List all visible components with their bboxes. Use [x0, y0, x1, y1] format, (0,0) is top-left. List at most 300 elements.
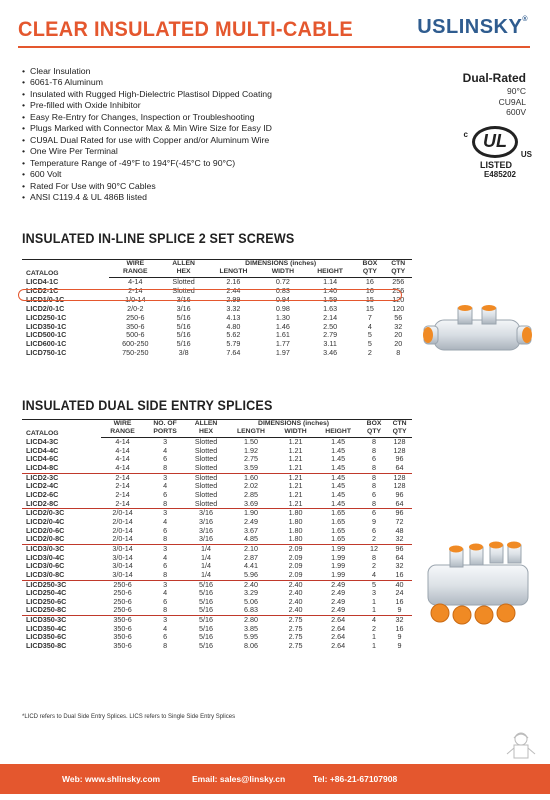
- catalog-cell: LICD2/0-8C: [26, 534, 65, 544]
- table-cell: 2.85: [243, 489, 258, 499]
- table-cell: 3/16: [176, 294, 191, 304]
- feature-item: • Pre-filled with Oxide Inhibitor: [22, 100, 272, 111]
- table-cell: 4: [372, 569, 377, 579]
- table-cell: 2-14: [115, 498, 130, 508]
- catalog-cell: LICD2-1C: [26, 285, 59, 295]
- table-row: [22, 544, 412, 553]
- col-dimensions: DIMENSIONS (inches): [258, 420, 330, 427]
- table-cell: 1.45: [331, 489, 346, 499]
- catalog-cell: LICD250-1C: [26, 312, 67, 322]
- table-cell: 1.45: [331, 481, 346, 491]
- table-cell: 3: [372, 588, 377, 598]
- table-cell: 1.21: [276, 473, 316, 482]
- table-row: [22, 340, 412, 349]
- footer-web[interactable]: Web: www.shlinsky.com: [62, 774, 161, 784]
- table-row: [22, 491, 412, 500]
- table-cell: 2/0-14: [112, 516, 133, 526]
- table-row: [22, 464, 412, 473]
- table-cell: 8: [372, 552, 377, 562]
- table-cell: 64: [395, 552, 404, 562]
- table-cell: 250-6: [126, 312, 145, 322]
- table-cell: 3/16: [186, 509, 226, 518]
- feature-item: • Temperature Range of -49°F to 194°F(-45°C to 90°C): [22, 158, 272, 169]
- table-cell: 3.69: [243, 498, 258, 508]
- table-cell: 1.21: [288, 462, 303, 472]
- catalog-cell: LICD4-1C: [26, 276, 59, 286]
- table-cell: 1.21: [288, 445, 303, 455]
- col-ctn-sub: QTY: [387, 428, 412, 438]
- table-cell: 2-14: [128, 285, 143, 295]
- table-cell: 3.29: [243, 588, 258, 598]
- col-wire-sub: RANGE: [109, 268, 161, 278]
- feature-item: • 600 Volt: [22, 169, 272, 180]
- table-cell: 3: [144, 509, 186, 518]
- table-cell: 1.97: [275, 348, 290, 358]
- table-cell: 3.85: [243, 623, 258, 633]
- table-cell: 2.49: [331, 588, 346, 598]
- table-cell: 5: [367, 339, 372, 349]
- table-cell: 4.13: [226, 312, 241, 322]
- table-row: [22, 323, 412, 332]
- table-cell: 96: [395, 489, 404, 499]
- table-cell: 128: [393, 445, 406, 455]
- col-box: BOX: [366, 420, 382, 427]
- table-cell: 6: [163, 489, 168, 499]
- page-title: CLEAR INSULATED MULTI-CABLE: [18, 18, 353, 41]
- table-cell: 350-6: [101, 616, 145, 625]
- table-cell: 120: [392, 294, 405, 304]
- feature-item: • Easy Re-Entry for Changes, Inspection or Troubleshooting: [22, 112, 272, 123]
- table-cell: 0.98: [275, 303, 290, 313]
- table-cell: 2.09: [288, 561, 303, 571]
- table-cell: 1.59: [323, 294, 338, 304]
- table-cell: 2/0-2: [127, 303, 144, 313]
- table-cell: 4-14: [115, 445, 130, 455]
- table-cell: Slotted: [194, 454, 218, 464]
- table-cell: 120: [392, 303, 405, 313]
- table-cell: 9: [397, 641, 402, 651]
- table-cell: 96: [395, 454, 404, 464]
- table-cell: 350-6: [113, 623, 132, 633]
- table-cell: 3: [144, 544, 186, 553]
- table-row: [22, 598, 412, 607]
- table-row: [22, 589, 412, 598]
- table-cell: 6: [372, 525, 377, 535]
- feature-item: • ANSI C119.4 & UL 486B listed: [22, 192, 272, 203]
- table-cell: 5/16: [176, 339, 191, 349]
- catalog-cell: LICD250-6C: [26, 596, 67, 606]
- col-allen: ALLEN: [194, 420, 218, 427]
- table-cell: 3/0-14: [112, 552, 133, 562]
- table-cell: 2.64: [331, 632, 346, 642]
- table-cell: Slotted: [194, 481, 218, 491]
- col-box-sub: QTY: [355, 268, 384, 278]
- table-cell: 6: [163, 525, 168, 535]
- table-cell: 8: [372, 498, 377, 508]
- table-cell: 4: [367, 321, 372, 331]
- table-cell: 1/4: [201, 561, 212, 571]
- table-cell: 1.80: [288, 534, 303, 544]
- table-cell: 1.14: [323, 277, 338, 286]
- table-cell: 4: [163, 588, 168, 598]
- table-cell: 4: [163, 445, 168, 455]
- inline-splice-table: [22, 259, 412, 358]
- table-cell: 2.40: [288, 588, 303, 598]
- table-cell: 2.80: [226, 616, 276, 625]
- table-row: [22, 535, 412, 544]
- table-cell: 32: [394, 321, 403, 331]
- table-cell: 250-6: [113, 605, 132, 615]
- table-cell: 2.99: [226, 294, 241, 304]
- table-cell: 6: [163, 596, 168, 606]
- table-cell: 3/8: [178, 348, 189, 358]
- catalog-cell: LICD250-8C: [26, 605, 67, 615]
- table-cell: 5/16: [176, 321, 191, 331]
- footer-tel: Tel: +86-21-67107908: [313, 774, 398, 784]
- table-cell: 2: [367, 348, 372, 358]
- table-cell: Slotted: [194, 437, 218, 446]
- col-catalog: CATALOG: [26, 429, 59, 437]
- table-cell: 2.40: [226, 580, 276, 589]
- table-cell: 6: [361, 509, 387, 518]
- table-row: [22, 642, 412, 651]
- table-cell: 128: [393, 437, 406, 446]
- table-cell: 1/0-14: [125, 294, 146, 304]
- col-box: BOX: [362, 260, 378, 267]
- table-cell: 16: [395, 569, 404, 579]
- table-cell: 6: [163, 632, 168, 642]
- catalog-cell: LICD350-8C: [26, 641, 67, 651]
- table-cell: 2.79: [323, 330, 338, 340]
- table-cell: 6: [372, 489, 377, 499]
- table-cell: 5/16: [186, 616, 226, 625]
- table-cell: 8: [163, 462, 168, 472]
- table-cell: 1.99: [315, 544, 361, 553]
- col-allen-sub: HEX: [186, 428, 226, 438]
- footnote: *LICD refers to Dual Side Entry Splices. LICS refers to Single Side Entry Splices: [22, 714, 236, 720]
- table-cell: 1.77: [275, 339, 290, 349]
- table-cell: 1.65: [331, 534, 346, 544]
- table-cell: 1.45: [331, 454, 346, 464]
- table-cell: 56: [394, 312, 403, 322]
- table-cell: 0.83: [275, 285, 290, 295]
- table-cell: 1.60: [226, 473, 276, 482]
- table-cell: 250-6: [113, 596, 132, 606]
- brand-logo: [417, 16, 528, 39]
- table-cell: 1.21: [288, 498, 303, 508]
- table-cell: 1.45: [315, 473, 361, 482]
- table-cell: 1.40: [323, 285, 338, 295]
- table-cell: 2.87: [243, 552, 258, 562]
- table-cell: 1: [372, 605, 377, 615]
- inline-splice-product-image: [420, 300, 535, 362]
- catalog-cell: LICD2/0-6C: [26, 525, 65, 535]
- section1-title: INSULATED IN-LINE SPLICE 2 SET SCREWS: [22, 231, 295, 246]
- table-cell: 64: [395, 462, 404, 472]
- table-cell: Slotted: [194, 445, 218, 455]
- header-divider: [18, 46, 530, 48]
- catalog-cell: LICD2-3C: [22, 473, 101, 482]
- table-cell: 2.75: [243, 454, 258, 464]
- table-cell: 1.61: [275, 330, 290, 340]
- table-row: [22, 349, 412, 358]
- table-row: [22, 438, 412, 447]
- catalog-cell: LICD2-4C: [26, 481, 59, 491]
- catalog-cell: LICD2/0-3C: [22, 509, 101, 518]
- table-cell: 3.67: [243, 525, 258, 535]
- table-cell: 1.63: [323, 303, 338, 313]
- table-cell: 5/16: [176, 312, 191, 322]
- col-length: LENGTH: [206, 268, 261, 278]
- table-cell: 2.14: [323, 312, 338, 322]
- rating-line: CU9AL: [498, 96, 526, 107]
- table-row: [22, 455, 412, 464]
- table-cell: 4-14: [115, 454, 130, 464]
- table-cell: 2.49: [243, 516, 258, 526]
- table-cell: 0.72: [275, 277, 290, 286]
- table-cell: 350-6: [126, 321, 145, 331]
- table-cell: 4.41: [243, 561, 258, 571]
- table-cell: 16: [365, 277, 374, 286]
- table-row: [22, 554, 412, 563]
- table-cell: 250-6: [113, 588, 132, 598]
- table-cell: 4: [361, 616, 387, 625]
- table-cell: 350-6: [113, 632, 132, 642]
- table-cell: 2.64: [331, 641, 346, 651]
- col-length: LENGTH: [226, 428, 276, 438]
- table-row: [22, 625, 412, 634]
- table-cell: 1.99: [331, 561, 346, 571]
- table-cell: 2-14: [115, 489, 130, 499]
- table-cell: Slotted: [172, 285, 195, 295]
- rating-head: Dual-Rated: [462, 71, 526, 85]
- table-cell: Slotted: [186, 473, 226, 482]
- table-cell: 4-14: [115, 462, 130, 472]
- table-cell: 2.40: [288, 596, 303, 606]
- table-cell: 72: [395, 516, 404, 526]
- table-cell: 9: [397, 605, 402, 615]
- table-cell: 8: [396, 348, 401, 358]
- ul-file-number: E485202: [483, 170, 516, 179]
- catalog-cell: LICD600-1C: [26, 339, 67, 349]
- feature-item: • Insulated with Rugged High-Dielectric Plastisol Dipped Coating: [22, 89, 272, 100]
- table-cell: 64: [395, 498, 404, 508]
- table-cell: 1: [372, 632, 377, 642]
- table-cell: 3/0-14: [101, 544, 145, 553]
- catalog-cell: LICD4-6C: [26, 454, 59, 464]
- catalog-cell: LICD350-6C: [26, 632, 67, 642]
- table-row: [22, 509, 412, 518]
- table-cell: 3/16: [199, 534, 214, 544]
- table-cell: 1: [372, 641, 377, 651]
- registered-mark: ®: [522, 16, 528, 23]
- table-cell: 1.90: [226, 509, 276, 518]
- table-cell: 2.09: [288, 552, 303, 562]
- catalog-cell: LICD2/0-4C: [26, 516, 65, 526]
- table-cell: 4.80: [226, 321, 241, 331]
- col-ctn: CTN: [391, 260, 406, 267]
- table-cell: 2.44: [226, 285, 241, 295]
- feature-item: • One Wire Per Terminal: [22, 146, 272, 157]
- table-cell: 96: [387, 509, 412, 518]
- table-cell: 750-250: [122, 348, 149, 358]
- table-cell: 1: [372, 596, 377, 606]
- table-cell: 256: [392, 277, 405, 286]
- catalog-cell: LICD250-4C: [26, 588, 67, 598]
- col-wire-sub: RANGE: [101, 428, 145, 438]
- table-row: [22, 580, 412, 589]
- table-row: [22, 278, 412, 287]
- table-cell: 8: [163, 498, 168, 508]
- table-cell: 4-14: [115, 437, 130, 446]
- table-cell: 1.80: [288, 525, 303, 535]
- table-cell: 5: [367, 330, 372, 340]
- table-row: [22, 473, 412, 482]
- feature-item: • CU9AL Dual Rated for use with Copper and/or Aluminum Wire: [22, 135, 272, 146]
- table-cell: 2.75: [288, 632, 303, 642]
- table-row: [22, 500, 412, 509]
- table-cell: 40: [387, 580, 412, 589]
- table-cell: 3: [163, 437, 168, 446]
- table-cell: 2.40: [288, 605, 303, 615]
- multi-port-product-image: [420, 535, 538, 635]
- table-cell: 16: [365, 285, 374, 295]
- table-cell: 5/16: [199, 588, 214, 598]
- table-cell: 4: [163, 481, 168, 491]
- table-cell: 7: [367, 312, 372, 322]
- table-cell: 3/0-14: [112, 561, 133, 571]
- table-cell: 2/0-14: [112, 525, 133, 535]
- table-cell: 350-6: [113, 641, 132, 651]
- col-ctn-sub: QTY: [384, 268, 412, 278]
- table-cell: 8: [163, 605, 168, 615]
- table-cell: 1.99: [331, 552, 346, 562]
- table-cell: 2.64: [331, 623, 346, 633]
- table-cell: 5/16: [176, 330, 191, 340]
- worker-mascot-icon: [502, 730, 540, 764]
- table-cell: 2.09: [288, 569, 303, 579]
- catalog-cell: LICD1/0-1C: [26, 294, 65, 304]
- table-cell: 20: [394, 339, 403, 349]
- table-row: [22, 331, 412, 340]
- table-cell: 24: [395, 588, 404, 598]
- table-cell: 8: [163, 641, 168, 651]
- table-row: [22, 562, 412, 571]
- table-cell: 1.46: [275, 321, 290, 331]
- table-cell: 96: [387, 544, 412, 553]
- col-allen: ALLEN: [172, 260, 195, 267]
- table-cell: 2.02: [243, 481, 258, 491]
- catalog-cell: LICD350-1C: [26, 321, 67, 331]
- ul-listed-logo-icon: UL: [472, 126, 518, 158]
- col-wire: WIRE: [113, 420, 132, 427]
- table-cell: 8: [372, 445, 377, 455]
- table-cell: 5/16: [186, 580, 226, 589]
- table-cell: 3.59: [243, 462, 258, 472]
- col-catalog: CATALOG: [26, 269, 59, 277]
- table-cell: 2/0-14: [101, 509, 145, 518]
- table-cell: 1.21: [288, 454, 303, 464]
- catalog-cell: LICD4-8C: [26, 462, 59, 472]
- table-cell: 2.49: [315, 580, 361, 589]
- table-cell: 128: [393, 481, 406, 491]
- table-cell: 2.10: [226, 544, 276, 553]
- table-cell: 1.92: [243, 445, 258, 455]
- table-cell: 6: [163, 561, 168, 571]
- table-cell: 32: [395, 534, 404, 544]
- table-row: [22, 571, 412, 580]
- footer-bar: [0, 764, 550, 794]
- table-cell: 5/16: [199, 605, 214, 615]
- table-row: [22, 482, 412, 491]
- table-row: [22, 527, 412, 536]
- table-cell: 3.11: [323, 339, 337, 349]
- table-cell: 600-250: [122, 339, 149, 349]
- table-cell: 4: [163, 552, 168, 562]
- table-cell: 1.65: [331, 516, 346, 526]
- catalog-cell: LICD2-8C: [26, 498, 59, 508]
- col-width: WIDTH: [276, 428, 316, 438]
- table-cell: 1/4: [201, 552, 212, 562]
- table-cell: 5.79: [226, 339, 241, 349]
- catalog-cell: LICD3/0-3C: [22, 544, 101, 553]
- table-cell: 16: [395, 623, 404, 633]
- col-ports-sub: PORTS: [144, 428, 186, 438]
- table-cell: 5.96: [243, 569, 258, 579]
- table-cell: 2: [372, 561, 377, 571]
- table-cell: 500-6: [126, 330, 145, 340]
- section2-title: INSULATED DUAL SIDE ENTRY SPLICES: [22, 398, 273, 413]
- footer-email[interactable]: Email: sales@linsky.cn: [192, 774, 286, 784]
- table-cell: 7.64: [226, 348, 241, 358]
- table-cell: 8.06: [243, 641, 258, 651]
- rating-line: 90°C: [507, 86, 526, 96]
- table-cell: 1.50: [243, 437, 258, 446]
- catalog-cell: LICD4-4C: [26, 445, 59, 455]
- table-cell: 6: [163, 454, 168, 464]
- catalog-cell: LICD3/0-8C: [26, 569, 65, 579]
- catalog-cell: LICD350-3C: [22, 616, 101, 625]
- ul-us-mark: US: [520, 150, 532, 159]
- table-cell: 9: [397, 632, 402, 642]
- table-cell: 20: [394, 330, 403, 340]
- table-cell: 1/4: [186, 544, 226, 553]
- col-height: HEIGHT: [305, 268, 356, 278]
- table-cell: 1.21: [288, 481, 303, 491]
- table-cell: 2.16: [226, 277, 241, 286]
- table-cell: 4.85: [243, 534, 258, 544]
- table-cell: 3/16: [199, 516, 214, 526]
- catalog-cell: LICD750-1C: [26, 348, 67, 358]
- table-cell: 8: [163, 534, 168, 544]
- table-row: [22, 616, 412, 625]
- col-ctn: CTN: [392, 420, 407, 427]
- table-cell: 3: [144, 580, 186, 589]
- catalog-cell: LICD3/0-6C: [26, 561, 65, 571]
- table-cell: 5/16: [199, 641, 214, 651]
- col-width: WIDTH: [261, 268, 305, 278]
- catalog-cell: LICD250-3C: [22, 580, 101, 589]
- table-cell: 1.80: [276, 509, 316, 518]
- table-cell: 4: [163, 623, 168, 633]
- table-row: [22, 606, 412, 615]
- table-cell: 1.45: [331, 445, 346, 455]
- table-cell: 8: [372, 481, 377, 491]
- table-cell: 0.94: [275, 294, 290, 304]
- table-row: [22, 314, 412, 323]
- table-row: [22, 518, 412, 527]
- catalog-cell: LICD500-1C: [26, 330, 67, 340]
